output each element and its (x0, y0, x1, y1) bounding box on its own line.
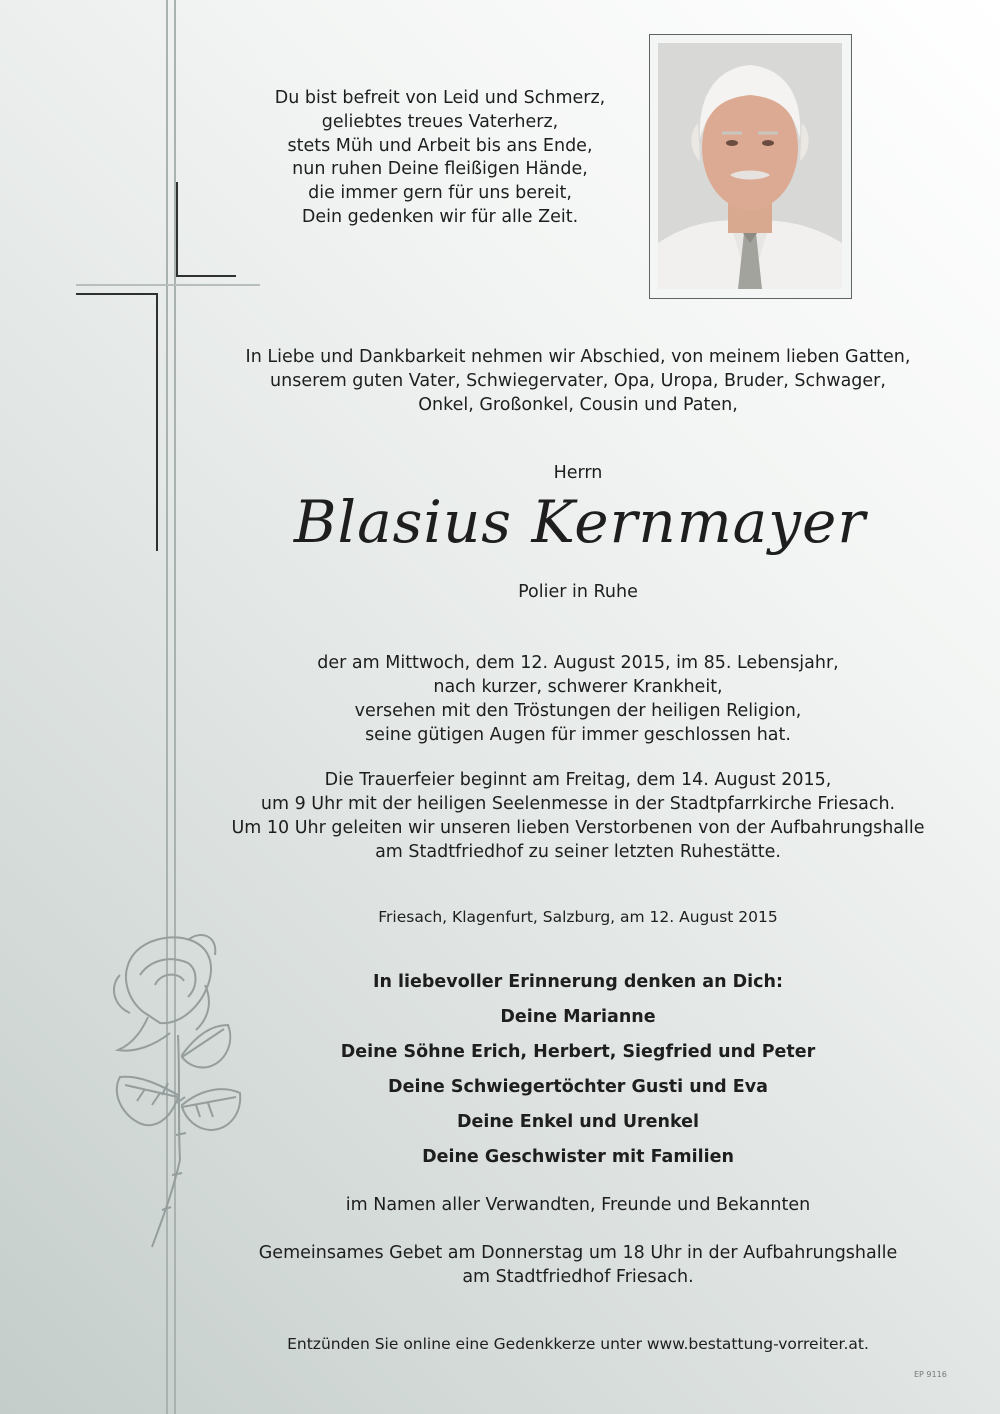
prayer-line: Gemeinsames Gebet am Donnerstag um 18 Uhr in der Aufbahrungshalle (258, 1243, 898, 1263)
funeral-line: Um 10 Uhr geleiten wir unseren lieben Verstorbenen von der Aufbahrungshalle (231, 818, 925, 838)
deceased-title: Polier in Ruhe (518, 582, 638, 602)
poem-line: Du bist befreit von Leid und Schmerz, (274, 88, 606, 108)
poem-line: geliebtes treues Vaterherz, (321, 111, 559, 132)
portrait-frame (649, 34, 852, 299)
funeral-line: um 9 Uhr mit der heiligen Seelenmesse in der Stadtpfarrkirche Friesach. (260, 794, 896, 814)
prayer-line: am Stadtfriedhof Friesach. (462, 1267, 694, 1287)
poem-line: stets Müh und Arbeit bis ans Ende, (287, 135, 593, 156)
poem-line: nun ruhen Deine fleißigen Hände, (292, 159, 588, 180)
funeral-line: Die Trauerfeier beginnt am Freitag, dem 14. August 2015, (324, 770, 832, 790)
mourner-entry: Deine Söhne Erich, Herbert, Siegfried und Peter (340, 1042, 816, 1062)
intro-line: Onkel, Großonkel, Cousin und Paten, (418, 395, 738, 415)
notice-line: der am Mittwoch, dem 12. August 2015, im 85. Lebensjahr, (317, 653, 839, 673)
rose-icon (100, 925, 260, 1255)
farewell-intro (200, 345, 956, 417)
on-behalf-line: im Namen aller Verwandten, Freunde und Bekannten (345, 1195, 811, 1215)
mourner-entry: Deine Schwiegertöchter Gusti und Eva (388, 1077, 768, 1097)
salutation: Herrn (553, 463, 603, 483)
deceased-name: Blasius Kernmayer (293, 488, 867, 556)
poem (230, 87, 650, 230)
funeral-details (200, 768, 956, 864)
mourners-list (278, 972, 878, 1182)
intro-line: In Liebe und Dankbarkeit nehmen wir Abschied, von meinem lieben Gatten, (245, 347, 911, 367)
notice-line: seine gütigen Augen für immer geschlossen hat. (365, 725, 791, 745)
mourner-entry: Deine Marianne (500, 1007, 656, 1027)
death-notice (280, 651, 876, 747)
candle-notice: Entzünden Sie online eine Gedenkkerze unter www.bestattung-vorreiter.at. (287, 1335, 869, 1353)
notice-line: nach kurzer, schwerer Krankheit, (433, 677, 723, 697)
place-date: Friesach, Klagenfurt, Salzburg, am 12. August 2015 (378, 908, 778, 926)
prayer-notice (200, 1241, 956, 1289)
poem-line: die immer gern für uns bereit, (308, 183, 572, 204)
portrait-photo (658, 43, 842, 289)
intro-line: unserem guten Vater, Schwiegervater, Opa, Uropa, Bruder, Schwager, (270, 371, 886, 391)
notice-line: versehen mit den Tröstungen der heiligen Religion, (354, 701, 802, 721)
mourner-entry: Deine Geschwister mit Familien (422, 1147, 734, 1167)
mourner-entry: Deine Enkel und Urenkel (456, 1112, 700, 1132)
funeral-line: am Stadtfriedhof zu seiner letzten Ruhestätte. (375, 842, 781, 862)
poem-line: Dein gedenken wir für alle Zeit. (301, 206, 579, 227)
cross-icon (0, 0, 260, 560)
mourners-heading: In liebevoller Erinnerung denken an Dich: (372, 972, 784, 992)
print-code: EP 9116 (914, 1370, 947, 1379)
